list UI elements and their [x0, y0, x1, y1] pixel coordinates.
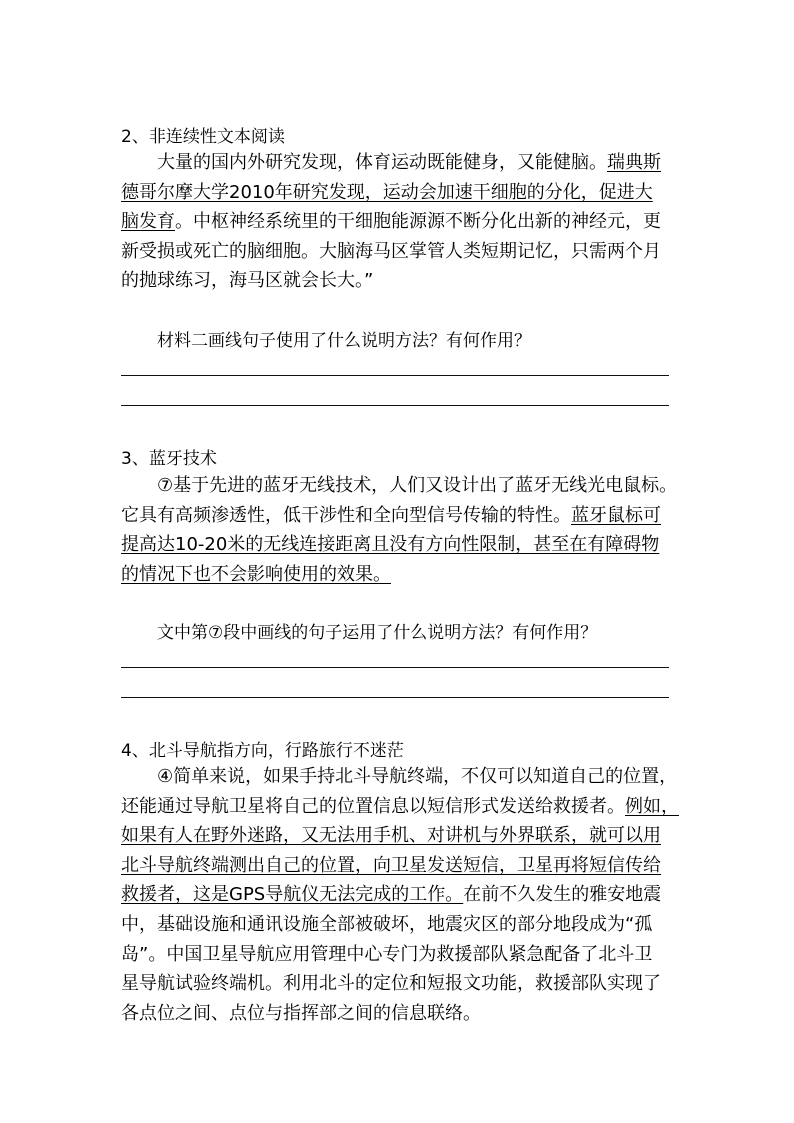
text-run: 的抛球练习，海马区就会长大。” [121, 270, 374, 292]
underlined-text: 瑞典斯 [607, 152, 661, 173]
underlined-text: 救援者，这是GPS导航仪无法完成的工作。 [121, 884, 464, 906]
passage-line [121, 471, 681, 501]
underlined-text: 例如， [625, 795, 679, 817]
section-3-heading: 3、蓝牙技术 [121, 449, 217, 469]
passage-line [121, 851, 681, 881]
text-run: ④简单来说，如果手持北斗导航终端，不仅可以知道自己的位置， [157, 766, 678, 787]
section-4-heading: 4、北斗导航指方向，行路旅行不迷茫 [121, 741, 404, 761]
passage-line [121, 792, 681, 822]
text-run: 中，基础设施和通讯设施全部被破坏，地震灾区的部分地段成为“孤 [121, 913, 653, 935]
answer-line[interactable] [121, 405, 669, 406]
passage-line [121, 266, 681, 296]
text-run: 它具有高频渗透性，低干涉性和全向型信号传输的特性。 [121, 504, 571, 526]
text-run: 大量的国内外研究发现，体育运动既能健身，又能健脑。 [157, 152, 607, 173]
underlined-text: 德哥尔摩大学2010年研究发现，运动会加速干细胞的分化，促进大 [121, 181, 653, 203]
answer-line[interactable] [121, 697, 669, 698]
section-3-passage [121, 471, 681, 589]
section-2-question: 材料二画线句子使用了什么说明方法？有何作用？ [157, 331, 531, 351]
text-run: ⑦基于先进的蓝牙无线技术，人们又设计出了蓝牙无线光电鼠标。 [157, 475, 678, 496]
section-3-question: 文中第⑦段中画线的句子运用了什么说明方法？有何作用？ [157, 623, 598, 643]
underlined-text: 脑发育 [121, 211, 175, 233]
underlined-text: 蓝牙鼠标可 [571, 504, 661, 526]
section-4-passage [121, 762, 681, 1028]
passage-line [121, 940, 681, 970]
answer-line[interactable] [121, 667, 669, 668]
text-run: 还能通过导航卫星将自己的位置信息以短信形式发送给救援者。 [121, 795, 625, 817]
text-run: 。中枢神经系统里的干细胞能源源不断分化出新的神经元，更 [175, 211, 661, 233]
passage-line [121, 501, 681, 531]
text-run: 新受损或死亡的脑细胞。大脑海马区掌管人类短期记忆，只需两个月 [121, 240, 661, 262]
passage-line [121, 237, 681, 267]
text-run: 各点位之间、点位与指挥部之间的信息联络。 [121, 1002, 481, 1024]
text-run: 岛”。中国卫星导航应用管理中心专门为救援部队紧急配备了北斗卫 [121, 943, 653, 965]
section-2-heading: 2、非连续性文本阅读 [121, 127, 285, 147]
passage-line [121, 969, 681, 999]
passage-line [121, 821, 681, 851]
passage-line [121, 560, 681, 590]
passage-line [121, 762, 681, 792]
text-run: 星导航试验终端机。利用北斗的定位和短报文功能，救援部队实现了 [121, 973, 661, 995]
section-2-passage [121, 148, 681, 296]
underlined-text: 北斗导航终端测出自己的位置，向卫星发送短信，卫星再将短信传给 [121, 854, 661, 876]
passage-line [121, 178, 681, 208]
underlined-text: 的情况下也不会影响使用的效果。 [121, 563, 391, 585]
answer-line[interactable] [121, 375, 669, 376]
passage-line [121, 999, 681, 1029]
underlined-text: 提高达10-20米的无线连接距离且没有方向性限制，甚至在有障碍物 [121, 534, 660, 556]
passage-line [121, 530, 681, 560]
passage-line [121, 910, 681, 940]
text-run: 在前不久发生的雅安地震 [463, 884, 662, 906]
passage-line [121, 148, 681, 178]
underlined-text: 如果有人在野外迷路，又无法用手机、对讲机与外界联系，就可以用 [121, 825, 661, 847]
passage-line [121, 880, 681, 910]
passage-line [121, 207, 681, 237]
